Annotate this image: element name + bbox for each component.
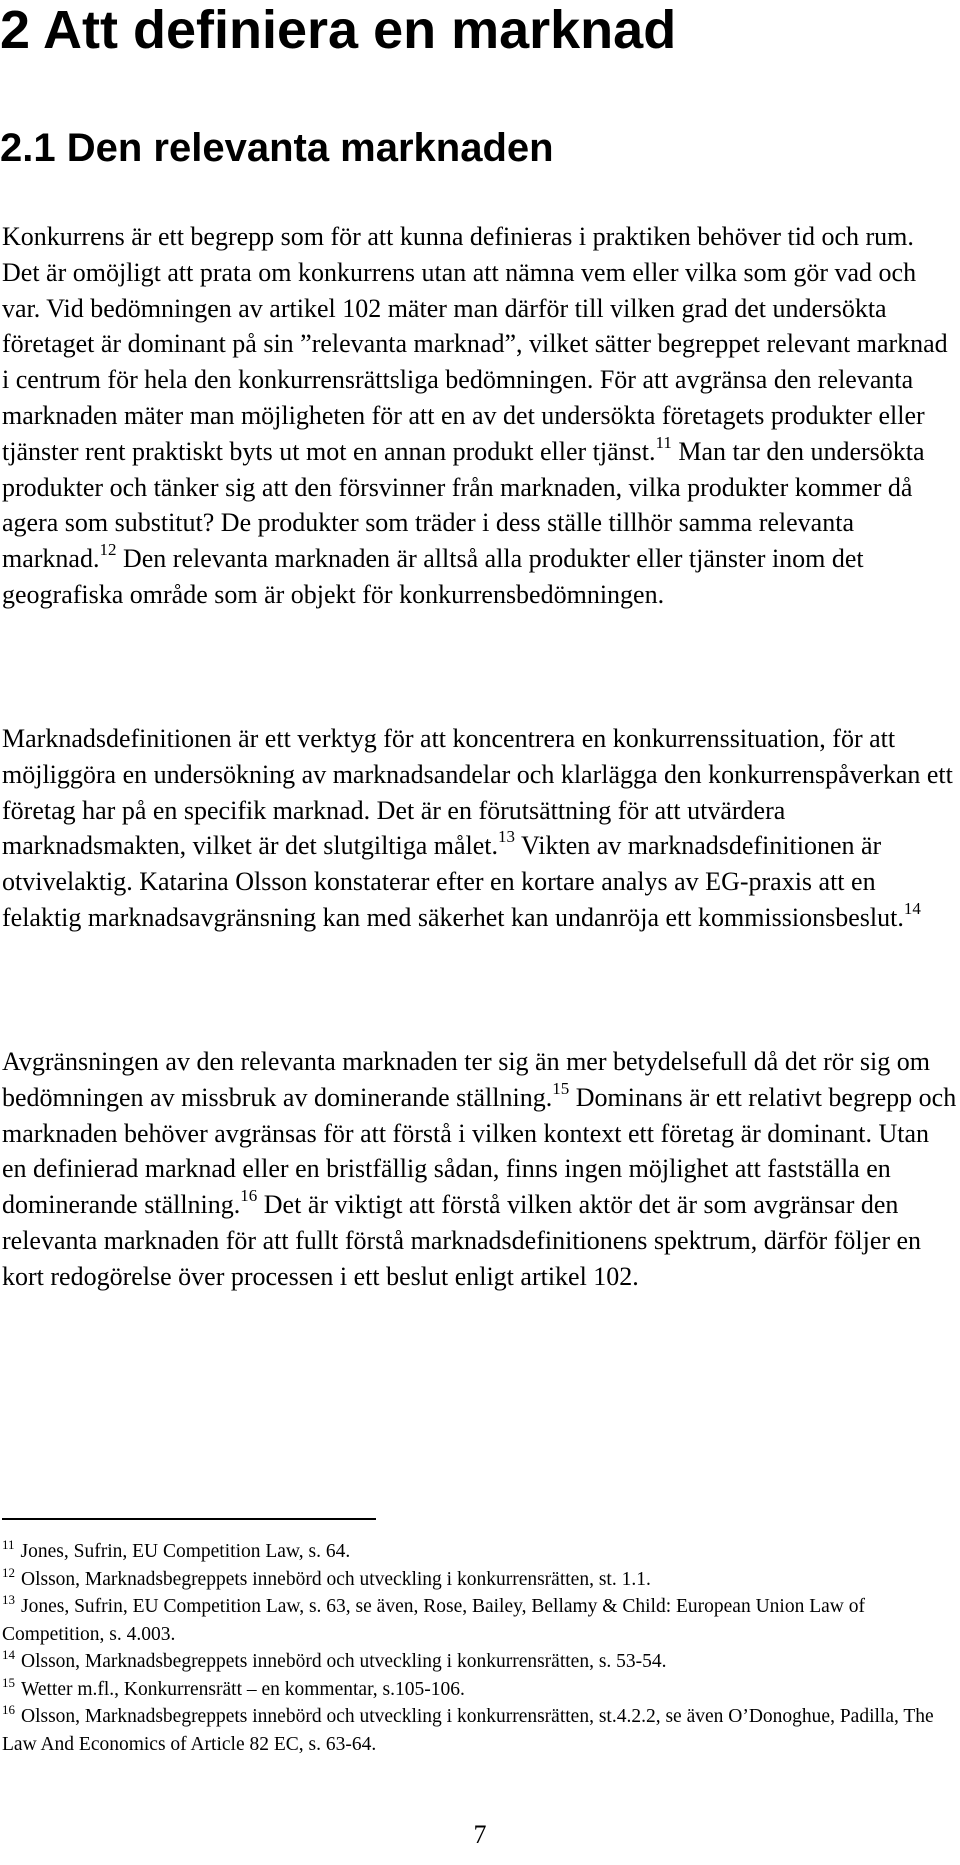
section-heading: 2.1 Den relevanta marknaden: [0, 126, 554, 170]
text-run: Den relevanta marknaden är alltså alla produkter eller tjänster inom det geografiska område som är objekt för konkurrensbedömningen.: [2, 544, 864, 609]
footnote: [2, 1703, 952, 1758]
footnote: [2, 1538, 952, 1566]
footnote-number: 15: [2, 1674, 15, 1690]
footnote-reference: 15: [552, 1078, 570, 1098]
footnote-separator: [2, 1518, 376, 1520]
body-paragraph: [2, 721, 957, 936]
footnote-text: Olsson, Marknadsbegreppets innebörd och utveckling i konkurrensrätten, st.4.2.2, se även O’Donoghue, Padilla, The Law And Economics of Article 82 EC, s. 63-64.: [2, 1706, 934, 1755]
footnote-number: 13: [2, 1592, 15, 1607]
text-run: Dominans är ett relativt begrepp och marknaden behöver avgränsas för att förstå i vilken kontext ett företag är dominant. Utan en definierad marknad eller en bristfällig sådan, finns ingen möjlighet att fastställa en dominerande ställning.: [2, 1082, 957, 1220]
footnote-reference: 11: [655, 432, 672, 452]
chapter-heading: 2 Att definiera en marknad: [0, 0, 677, 60]
footnote: [2, 1676, 952, 1704]
text-run: Man tar den undersökta produkter och tänker sig att den försvinner från marknaden, vilka produkter kommer då agera som substitut? De produkter som träder i dess ställe tillhör samma relevanta marknad.: [2, 436, 925, 574]
footnote-reference: 14: [903, 898, 921, 918]
footnote-number: 16: [2, 1702, 15, 1717]
page-number: 7: [473, 1820, 487, 1849]
footnote-number: 11: [2, 1537, 15, 1552]
body-paragraph: [2, 1044, 957, 1295]
footnote-text: Jones, Sufrin, EU Competition Law, s. 63, se även, Rose, Bailey, Bellamy & Child: European Union Law of Competition, s. 4.003.: [2, 1596, 865, 1645]
footnote-number: 14: [2, 1647, 15, 1662]
text-run: Avgränsningen av den relevanta marknaden ter sig än mer betydelsefull då det rör sig om bedömningen av missbruk av dominerande ställning.: [2, 1047, 930, 1112]
footnote-reference: 12: [99, 540, 117, 560]
text-run: Det är viktigt att förstå vilken aktör det är som avgränsar den relevanta marknaden för att fullt förstå marknadsdefinitionens spektrum, därför följer en kort redogörelse över processen i ett beslut enligt artikel 102.: [2, 1190, 922, 1291]
footnote-reference: 16: [240, 1186, 258, 1206]
body-paragraph: [2, 219, 957, 613]
text-run: Marknadsdefinitionen är ett verktyg för att koncentrera en konkurrenssituation, för att möjliggöra en undersökning av marknadsandelar och klarlägga den konkurrenspåverkan ett företag har på en specifik marknad. Det är en förutsättning för att utvärdera marknadsmakten, vilket är det slutgiltiga målet.: [2, 724, 953, 861]
footnote-text: Olsson, Marknadsbegreppets innebörd och utveckling i konkurrensrätten, st. 1.1.: [21, 1568, 651, 1590]
footnote-text: Wetter m.fl., Konkurrensrätt – en kommentar, s.105-106.: [21, 1678, 465, 1700]
footnote: [2, 1566, 952, 1594]
footnote-number: 12: [2, 1564, 15, 1580]
footnote-list: [2, 1538, 952, 1758]
footnote: [2, 1593, 952, 1648]
footnote-reference: 13: [498, 827, 516, 847]
text-run: Vikten av marknadsdefinitionen är otvivelaktig. Katarina Olsson konstaterar efter en kortare analys av EG-praxis att en felaktig marknadsavgränsning kan med säkerhet kan undanröja ett kommissionsbeslut.: [2, 831, 904, 932]
footnote-text: Olsson, Marknadsbegreppets innebörd och utveckling i konkurrensrätten, s. 53-54.: [21, 1651, 667, 1672]
footnote-text: Jones, Sufrin, EU Competition Law, s. 64.: [20, 1541, 351, 1562]
text-run: Konkurrens är ett begrepp som för att kunna definieras i praktiken behöver tid och rum. Det är omöjligt att prata om konkurrens utan att nämna vem eller vilka som gör vad och var. Vid bedömningen av artikel 102 mäter man därför till vilken grad det undersökta företaget är dominant på sin ”relevanta marknad”, vilket sätter begreppet relevant marknad i centrum för hela den konkurrensrättsliga bedömningen. För att avgränsa den relevanta marknaden mäter man möjligheten för att en av det undersökta företagets produkter eller tjänster rent praktiskt byts ut mot en annan produkt eller tjänst.: [2, 222, 948, 466]
footnote: [2, 1648, 952, 1676]
